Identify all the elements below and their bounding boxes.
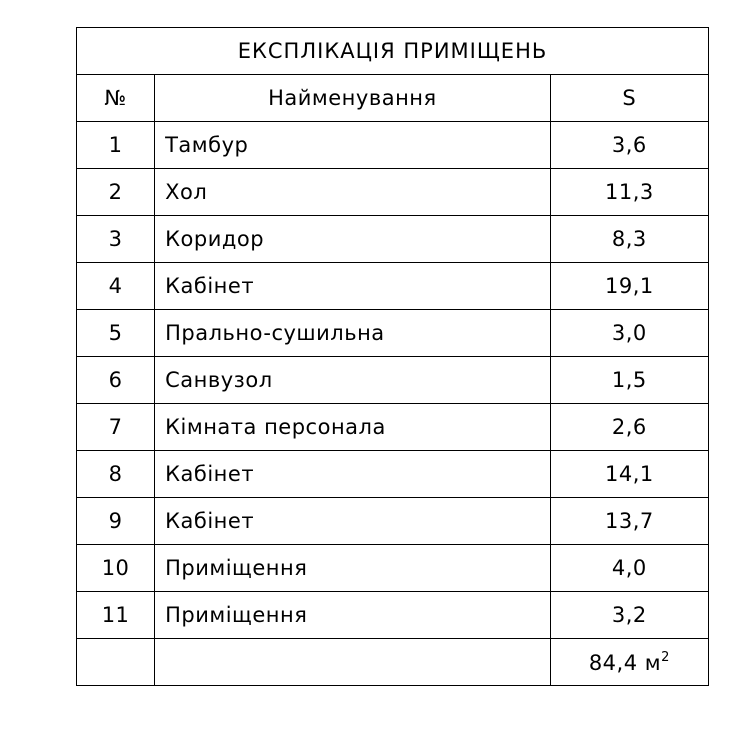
total-unit-power: 2 <box>661 649 670 665</box>
row-number: 9 <box>77 498 155 545</box>
table-body <box>77 28 709 686</box>
row-name: Кабінет <box>155 451 551 498</box>
row-number: 8 <box>77 451 155 498</box>
table-row <box>77 357 709 404</box>
row-name: Санвузол <box>155 357 551 404</box>
row-area: 8,3 <box>550 216 708 263</box>
row-name: Приміщення <box>155 592 551 639</box>
row-name: Кабінет <box>155 263 551 310</box>
table-row <box>77 216 709 263</box>
table-row <box>77 310 709 357</box>
title-row <box>77 28 709 75</box>
table-row <box>77 263 709 310</box>
row-area: 2,6 <box>550 404 708 451</box>
row-area: 13,7 <box>550 498 708 545</box>
row-name: Кабінет <box>155 498 551 545</box>
row-area: 3,6 <box>550 122 708 169</box>
table-row <box>77 122 709 169</box>
row-name: Коридор <box>155 216 551 263</box>
row-area: 19,1 <box>550 263 708 310</box>
row-area: 11,3 <box>550 169 708 216</box>
row-name: Хол <box>155 169 551 216</box>
row-area: 3,0 <box>550 310 708 357</box>
table-row <box>77 545 709 592</box>
table-title: ЕКСПЛІКАЦІЯ ПРИМІЩЕНЬ <box>77 28 709 75</box>
header-area: S <box>550 75 708 122</box>
row-number: 5 <box>77 310 155 357</box>
row-area: 14,1 <box>550 451 708 498</box>
row-name: Кімната персонала <box>155 404 551 451</box>
total-area <box>550 639 708 686</box>
row-name: Пральнo-сушильна <box>155 310 551 357</box>
row-area: 3,2 <box>550 592 708 639</box>
table-row <box>77 169 709 216</box>
table-row <box>77 592 709 639</box>
row-name: Тамбур <box>155 122 551 169</box>
row-number: 2 <box>77 169 155 216</box>
row-name: Приміщення <box>155 545 551 592</box>
row-number: 10 <box>77 545 155 592</box>
row-area: 1,5 <box>550 357 708 404</box>
row-number: 1 <box>77 122 155 169</box>
row-number: 4 <box>77 263 155 310</box>
table-row <box>77 498 709 545</box>
total-value: 84,4 <box>588 650 638 675</box>
table-row <box>77 451 709 498</box>
header-number: № <box>77 75 155 122</box>
total-row <box>77 639 709 686</box>
row-area: 4,0 <box>550 545 708 592</box>
total-name-empty <box>155 639 551 686</box>
total-unit: м <box>644 650 662 675</box>
explication-table <box>76 27 709 686</box>
row-number: 3 <box>77 216 155 263</box>
table-row <box>77 404 709 451</box>
header-name: Найменування <box>155 75 551 122</box>
row-number: 6 <box>77 357 155 404</box>
row-number: 11 <box>77 592 155 639</box>
row-number: 7 <box>77 404 155 451</box>
header-row <box>77 75 709 122</box>
total-number-empty <box>77 639 155 686</box>
